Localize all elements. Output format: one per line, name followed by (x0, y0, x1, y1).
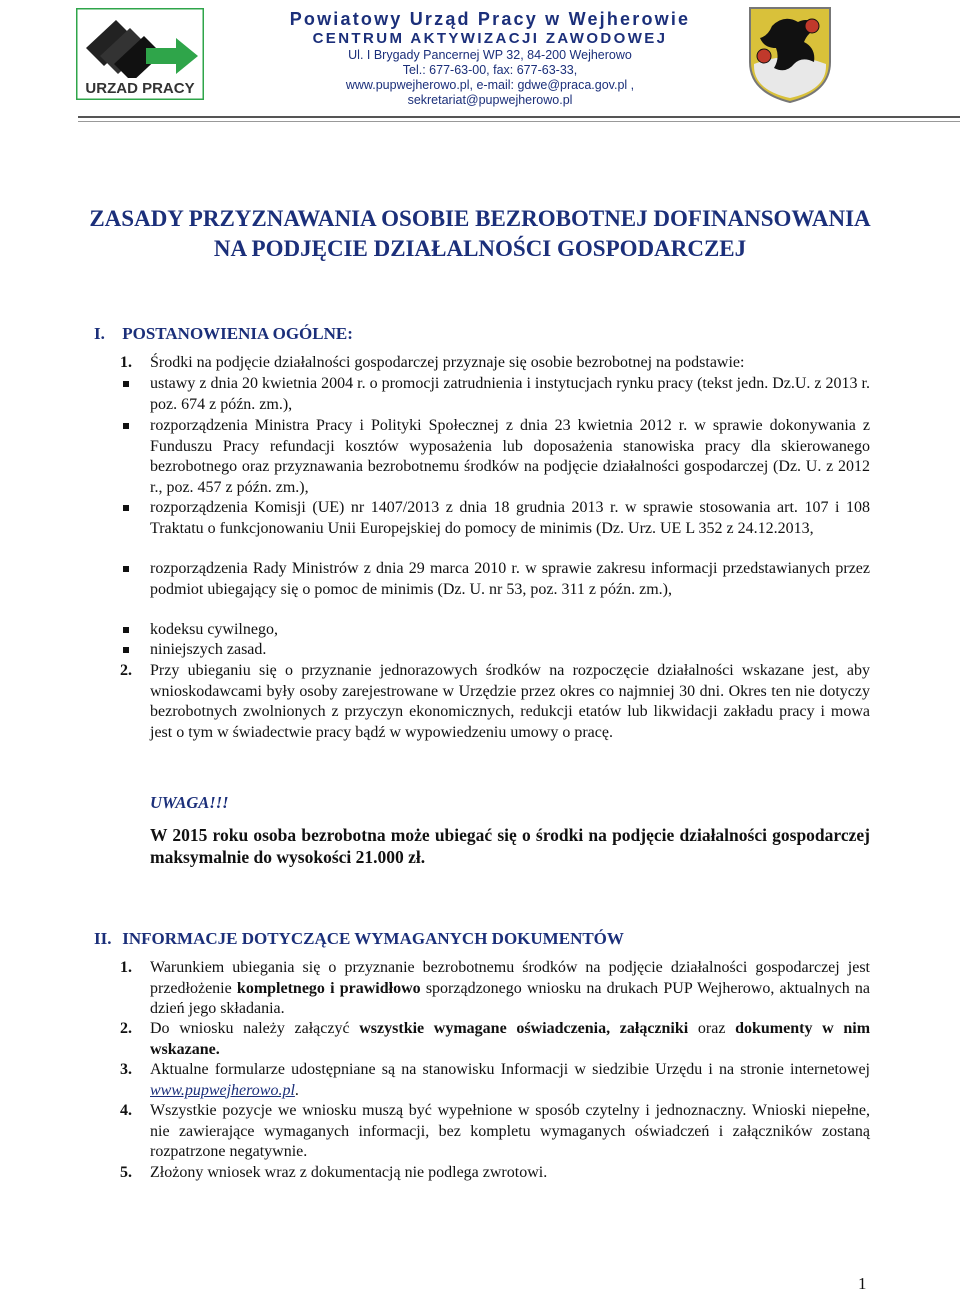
coat-of-arms-icon (744, 4, 836, 104)
text-part: . (294, 1081, 299, 1099)
section-1-number: I. (94, 324, 105, 343)
email-secretariat: sekretariat@pupwejherowo.pl (407, 93, 573, 107)
legal-basis-bullet-4 (123, 559, 870, 600)
section-2-number: II. (94, 929, 112, 948)
text-part: sporządzonego wniosku na drukach PUP Wejherowo, aktualnych na dzień jego składania. (150, 979, 871, 1017)
item-number: 2. (120, 1020, 132, 1037)
web-email: www.pupwejherowo.pl, e-mail: gdwe@praca.gov.pl , (345, 78, 635, 92)
item-number: 1. (120, 959, 132, 976)
title-line-1: ZASADY PRZYZNAWANIA OSOBIE BEZROBOTNEJ DOFINANSOWANIA (89, 206, 871, 231)
text-part: oraz (688, 1020, 736, 1037)
section-2-title: INFORMACJE DOTYCZĄCE WYMAGANYCH DOKUMENTÓW (122, 929, 624, 948)
header-divider (78, 116, 960, 118)
address: Ul. I Brygady Pancernej WP 32, 84-200 Wejherowo (348, 48, 632, 62)
document-title (60, 204, 900, 264)
center-name: CENTRUM AKTYWIZACJI ZAWODOWEJ (312, 30, 668, 47)
section-1-item-1 (120, 353, 870, 374)
urzad-pracy-logo (76, 8, 204, 100)
item-number: 3. (120, 1061, 132, 1078)
section-2-item-1 (120, 958, 870, 1020)
legal-basis-bullet-6 (123, 640, 870, 661)
warning-label: UWAGA!!! (150, 793, 229, 812)
letterhead-text (240, 8, 740, 108)
item-number: 1. (120, 354, 132, 371)
bullet-square-icon (123, 381, 129, 387)
org-name: Powiatowy Urząd Pracy w Wejherowie (289, 9, 691, 29)
item-text (150, 1019, 870, 1060)
section-2-item-4 (120, 1101, 870, 1163)
bullet-text: rozporządzenia Rady Ministrów z dnia 29 marca 2010 r. w sprawie zakresu informacji przedstawianych przez podmiot ubiegający się o pomoc de minimis (Dz. U. nr 53, poz. 311 z późn. zm.), (150, 560, 870, 598)
text-part: Warunkiem ubiegania się o przyznanie bezrobotnemu środków na podjęcie działalności gospodarczej jest przedłożenie (150, 959, 870, 997)
title-line-2: NA PODJĘCIE DZIAŁALNOŚCI GOSPODARCZEJ (213, 236, 747, 261)
bullet-text: kodeksu cywilnego, (150, 621, 278, 638)
bullet-square-icon (123, 423, 129, 429)
legal-basis-bullet-5 (123, 620, 870, 641)
website-link[interactable]: www.pupwejherowo.pl (150, 1081, 295, 1099)
max-amount-notice: W 2015 roku osoba bezrobotna może ubiegać się o środki na podjęcie działalności gospodarczej maksymalnie do wysokości 21.000 zł. (150, 825, 870, 867)
item-text: Przy ubieganiu się o przyznanie jednorazowych środków na rozpoczęcie działalności wskazane jest, aby wnioskodawcami były osoby zarejestrowane w Urzędzie przez okres co najmniej 30 dni. Okres ten nie dotyczy bezrobotnych zwolnionych z przyczyn ekonomicznych, redukcji etatów lub likwidacji zakładu pracy i mowa jest o tym w świadectwie pracy bądź w wypowiedzeniu umowy o pracę. (150, 662, 870, 741)
bullet-square-icon (123, 505, 129, 511)
item-number: 5. (120, 1164, 132, 1181)
section-2-item-2 (120, 1019, 870, 1060)
bullet-square-icon (123, 647, 129, 653)
bullet-text: niniejszych zasad. (150, 641, 267, 658)
item-text: Wszystkie pozycje we wniosku muszą być wypełnione w sposób czytelny i jednoznaczny. Wnioski niepełne, nie zawierające wymaganych informacji, bez kompletu wymaganych oświadczeń i załączników zostaną rozpatrzone negatywnie. (150, 1102, 870, 1160)
bold-text: dokumenty w nim wskazane. (150, 1020, 871, 1058)
item-text: Złożony wniosek wraz z dokumentacją nie podlega zwrotowi. (150, 1164, 548, 1181)
section-2-item-3 (120, 1060, 870, 1101)
page-number: 1 (858, 1274, 867, 1293)
legal-basis-bullet-3 (123, 498, 870, 539)
item-number: 2. (120, 662, 132, 679)
section-2-item-5 (120, 1163, 870, 1184)
bullet-text: rozporządzenia Komisji (UE) nr 1407/2013 z dnia 18 grudnia 2013 r. w sprawie stosowania art. 107 i 108 Traktatu o funkcjonowaniu Unii Europejskiej do pomocy de minimis (Dz. Urz. UE L 352 z 24.12.2013, (150, 499, 870, 537)
header-divider-thin (78, 121, 960, 122)
item-number: 4. (120, 1102, 132, 1119)
section-1-heading (94, 324, 353, 344)
section-1-title: POSTANOWIENIA OGÓLNE: (122, 324, 353, 343)
item-text (150, 958, 870, 1020)
bullet-square-icon (123, 566, 129, 572)
logo-text: URZAD PRACY (85, 80, 195, 97)
bullet-text: rozporządzenia Ministra Pracy i Polityki Społecznej z dnia 23 kwietnia 2012 r. w sprawie dokonywania z Funduszu Pracy refundacji kosztów wyposażenia lub doposażenia stanowiska pracy dla skierowanego bezrobotnego oraz przyznawania bezrobotnemu środków na podjęcie działalności gospodarczej (Dz. U. z 2012 r., poz. 457 z późn. zm.), (150, 417, 870, 496)
letterhead (0, 0, 960, 125)
item-text: Środki na podjęcie działalności gospodarczej przyznaje się osobie bezrobotnej na podstawie: (150, 354, 745, 371)
text-part: Aktualne formularze udostępniane są na stanowisku Informacji w siedzibie Urzędu i na stronie internetowej (150, 1061, 870, 1078)
section-2-heading (94, 929, 624, 949)
section-1-item-2 (120, 661, 870, 743)
text-part: Do wniosku należy załączyć (150, 1020, 360, 1037)
bold-text: wszystkie wymagane oświadczenia, załączniki (359, 1020, 689, 1037)
legal-basis-bullet-1 (123, 374, 870, 415)
bullet-text: ustawy z dnia 20 kwietnia 2004 r. o promocji zatrudnienia i instytucjach rynku pracy (tekst jedn. Dz.U. z 2013 r. poz. 674 z późn. zm.), (150, 375, 870, 413)
bullet-square-icon (123, 627, 129, 633)
legal-basis-bullet-2 (123, 416, 870, 498)
phone: Tel.: 677-63-00, fax: 677-63-33, (402, 63, 578, 77)
item-text (150, 1060, 870, 1101)
bold-text: kompletnego i prawidłowo (236, 979, 421, 997)
